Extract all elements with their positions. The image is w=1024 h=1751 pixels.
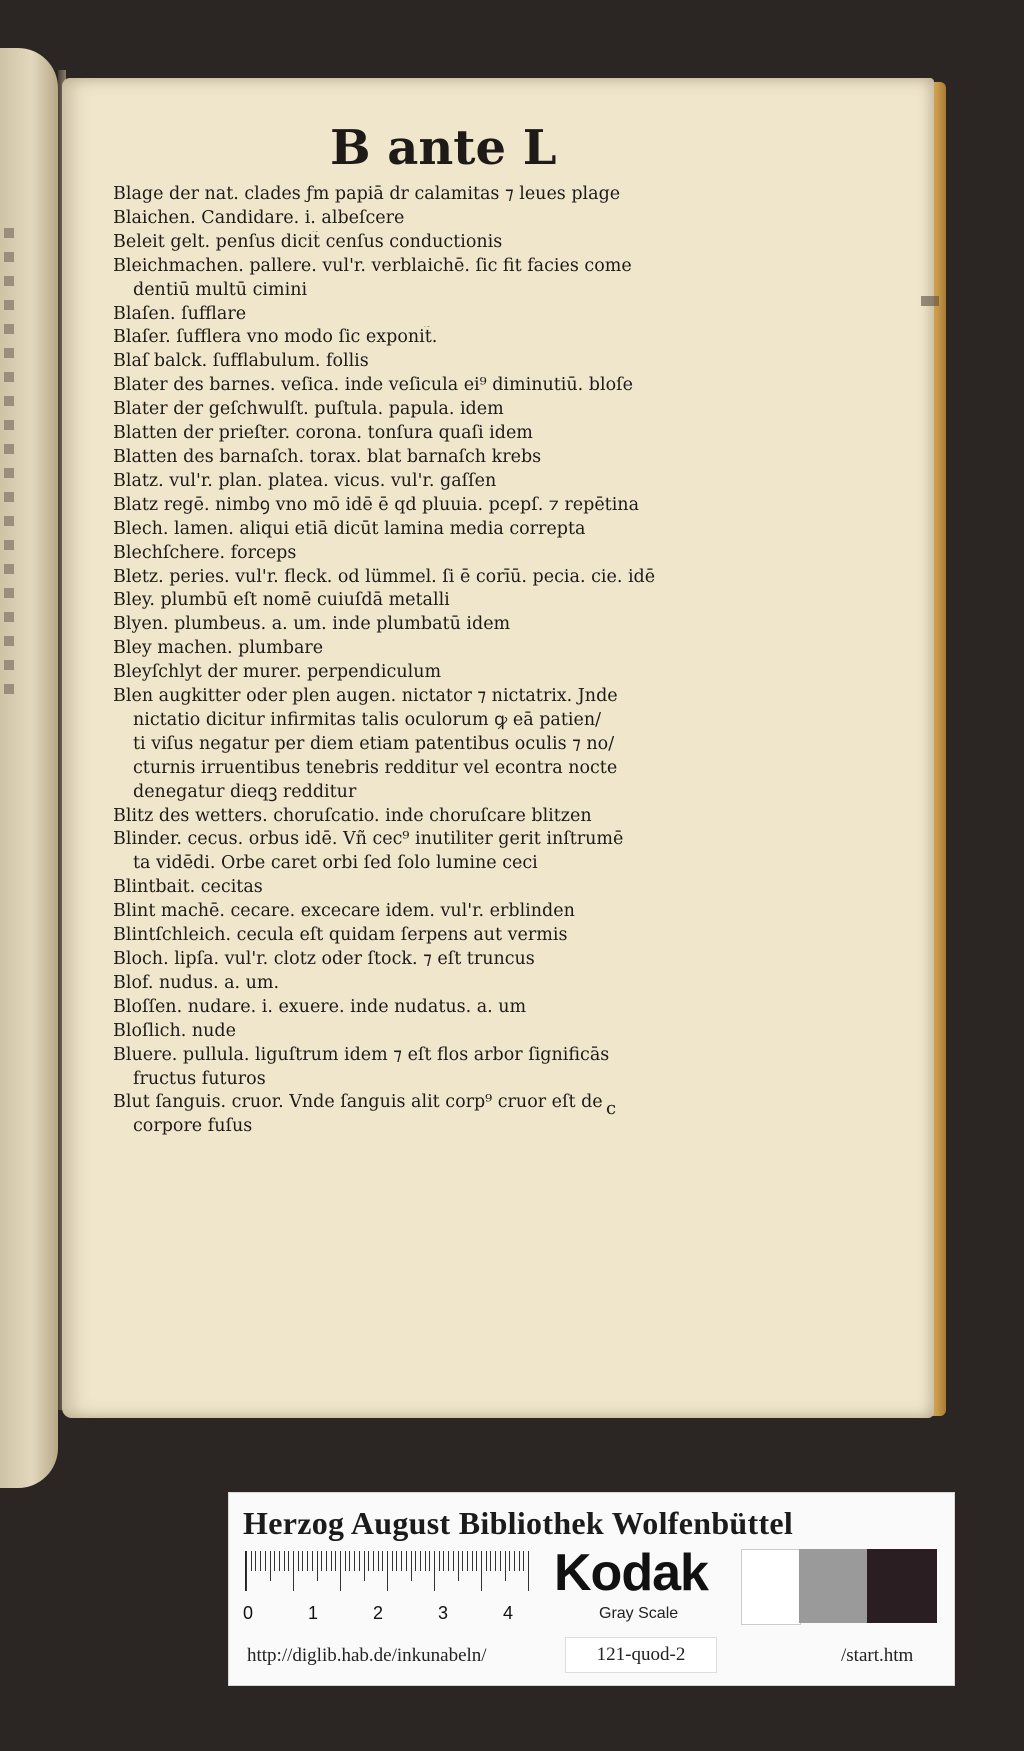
ruler-tick (302, 1551, 303, 1571)
dictionary-entry (113, 924, 673, 948)
dictionary-entry (113, 589, 673, 613)
ruler-tick (500, 1551, 501, 1571)
entry-continuation-line: ta vidēdi. Orbe caret orbi ſed ſolo lumine ceci (133, 853, 538, 874)
entry-line: Bleyſchlyt der murer. perpendiculum (113, 662, 442, 683)
margin-mark (921, 296, 939, 306)
entry-continuation-line: dentiū multū cimini (133, 279, 308, 300)
ruler-tick (486, 1551, 487, 1571)
dictionary-entry (113, 996, 673, 1020)
ruler-tick (312, 1551, 313, 1571)
entry-continuation-line: cturnis irruentibus tenebris redditur vel econtra nocte (133, 757, 618, 778)
dictionary-entry (113, 1091, 673, 1139)
ruler-tick (462, 1551, 463, 1571)
dictionary-entry (113, 207, 673, 231)
ruler-tick (467, 1551, 468, 1571)
ruler-tick (326, 1551, 327, 1571)
entry-line: Beleit gelt. penſus dicit̃ cenſus conductionis (113, 231, 503, 252)
ruler-scale (245, 1551, 546, 1591)
ruler-tick (270, 1551, 271, 1581)
dictionary-entry (113, 422, 673, 446)
entry-line: Blatz. vul'r. plan. platea. vicus. vul'r. gaſſen (113, 470, 497, 491)
entry-line: Blint machē. cecare. excecare idem. vul'r. erblinden (113, 901, 575, 922)
gray-scale-label: Gray Scale (599, 1605, 679, 1622)
ruler-tick (490, 1551, 491, 1571)
dictionary-entry (113, 1020, 673, 1044)
ruler-tick (472, 1551, 473, 1571)
entry-line: Bluere. pullula. liguſtrum idem ⁊ eſt flos arbor ſignificās (113, 1044, 610, 1065)
entry-line: Bloſlich. nude (113, 1020, 236, 1041)
entry-line: Bloſſen. nudare. i. exuere. inde nudatus. a. um (113, 996, 527, 1017)
ruler-tick (514, 1551, 515, 1571)
ruler-tick (378, 1551, 379, 1571)
ruler-tick (251, 1551, 252, 1571)
ruler-tick (495, 1551, 496, 1571)
ruler-tick (349, 1551, 350, 1571)
entry-line: Blaſer. ſufflera vno modo ſic exponit̃. (113, 327, 438, 348)
ruler-tick (364, 1551, 365, 1581)
entry-line: Bleichmachen. pallere. vul'r. verblaichē. ſic fit facies come (113, 255, 632, 276)
entry-line: Bletz. peries. vul'r. fleck. od lümmel. ſi ē corīū. pecia. cie. idē (113, 566, 656, 587)
entry-continuation-line: corpore fuſus (133, 1116, 253, 1137)
gray-swatch (741, 1549, 801, 1625)
ruler-tick (293, 1551, 294, 1591)
ruler-tick (298, 1551, 299, 1571)
dictionary-entries (113, 183, 673, 1139)
dictionary-entry (113, 303, 673, 327)
gray-swatch (799, 1549, 867, 1623)
ruler-tick (373, 1551, 374, 1571)
ruler-tick (265, 1551, 266, 1571)
ruler-tick (279, 1551, 280, 1571)
ruler-tick (307, 1551, 308, 1571)
ruler-number: 2 (373, 1603, 384, 1623)
entry-continuation-line: nictatio dicitur infirmitas talis oculorum ꝙ eā patien/ (133, 709, 601, 730)
running-head (330, 120, 557, 176)
entry-line: Blage der nat. clades ƒm papiā dr calamitas ⁊ leues plage (113, 184, 621, 204)
entry-continuation-line: denegatur dieqꝫ redditur (133, 781, 357, 802)
dictionary-entry (113, 494, 673, 518)
dictionary-entry (113, 350, 673, 374)
ruler-tick (331, 1551, 332, 1571)
ruler-numbers (243, 1603, 543, 1623)
ruler-tick (443, 1551, 444, 1571)
entry-line: Blaſ balck. ſufflabulum. follis (113, 351, 369, 372)
dictionary-entry (113, 805, 673, 829)
entry-line: Blinder. cecus. orbus idē. Vñ cec⁹ inutiliter gerit inſtrumē (113, 829, 624, 850)
ruler-tick (401, 1551, 402, 1571)
dictionary-entry (113, 326, 673, 350)
ruler-tick (335, 1551, 336, 1571)
previous-page-text-marks (4, 228, 18, 708)
ruler-tick (396, 1551, 397, 1571)
entry-line: Blater des barnes. veſica. inde veſicula ei⁹ diminutiū. bloſe (113, 375, 633, 396)
ruler-tick (458, 1551, 459, 1581)
library-title: Herzog August Bibliothek Wolfenbüttel (243, 1505, 794, 1541)
dictionary-entry (113, 900, 673, 924)
ruler-tick (340, 1551, 341, 1591)
previous-page-edge (0, 48, 58, 1488)
entry-line: Bley. plumbū eſt nomē cuiuſdā metalli (113, 590, 450, 611)
ruler-number: 0 (243, 1603, 254, 1623)
ruler-tick (429, 1551, 430, 1571)
entry-line: Blof. nudus. a. um. (113, 972, 280, 993)
ruler-tick (368, 1551, 369, 1571)
entry-line: Blatz regē. nimbꝯ vno mō idē ē qd pluuia. pcepſ. ⁊ repētina (113, 494, 640, 515)
ruler-tick (523, 1551, 524, 1571)
dictionary-entry (113, 398, 673, 422)
ruler-tick (406, 1551, 407, 1571)
ruler-tick (317, 1551, 318, 1581)
ruler-tick (284, 1551, 285, 1571)
ruler-tick (453, 1551, 454, 1571)
ruler-tick (505, 1551, 506, 1581)
dictionary-entry (113, 542, 673, 566)
ruler-tick (509, 1551, 510, 1571)
entry-line: Blatten des barnaſch. torax. blat barnaſch krebs (113, 446, 542, 467)
dictionary-entry (113, 183, 673, 207)
entry-line: Blintſchleich. cecula eſt quidam ſerpens aut vermis (113, 925, 568, 946)
kodak-logo: Kodak (554, 1544, 708, 1602)
ruler-tick (345, 1551, 346, 1571)
ruler-tick (415, 1551, 416, 1571)
ruler-tick (519, 1551, 520, 1571)
entry-line: Blaichen. Candidare. i. albeſcere (113, 207, 405, 228)
ruler-tick (246, 1551, 247, 1591)
entry-continuation-line: ti viſus negatur per diem etiam patentibus oculis ⁊ no/ (133, 733, 615, 754)
entry-line: Blitz des wetters. choruſcatio. inde choruſcare blitzen (113, 805, 592, 826)
ruler-tick (439, 1551, 440, 1571)
ruler-tick (392, 1551, 393, 1571)
running-head-text: B ante L (330, 120, 557, 176)
dictionary-entry (113, 972, 673, 996)
entry-line: Blater der geſchwulſt. puſtula. papula. idem (113, 399, 504, 420)
item-code: 121-quod-2 (565, 1637, 717, 1673)
entry-line: Blintbait. cecitas (113, 877, 263, 898)
ruler-tick (481, 1551, 482, 1591)
ruler-tick (255, 1551, 256, 1571)
ruler-tick (411, 1551, 412, 1581)
entry-line: Blatten der prieſter. corona. tonſura quaſi idem (113, 423, 533, 444)
signature-mark: c (606, 1098, 617, 1119)
dictionary-entry (113, 637, 673, 661)
ruler-tick (476, 1551, 477, 1571)
entry-continuation-line: fructus futuros (133, 1068, 266, 1089)
ruler-tick (420, 1551, 421, 1571)
dictionary-entry (113, 661, 673, 685)
url-suffix: /start.htm (841, 1645, 914, 1666)
entry-line: Blyen. plumbeus. a. um. inde plumbatū idem (113, 614, 511, 635)
dictionary-entry (113, 876, 673, 900)
ruler-tick (274, 1551, 275, 1571)
ruler-tick (260, 1551, 261, 1571)
entry-line: Blaſen. ſufflare (113, 303, 247, 324)
ruler-tick (434, 1551, 435, 1591)
entry-line: Blechſchere. forceps (113, 542, 297, 563)
ruler-number: 1 (308, 1603, 319, 1623)
dictionary-entry (113, 231, 673, 255)
dictionary-entry (113, 948, 673, 972)
ruler-tick (425, 1551, 426, 1571)
entry-line: Bley machen. plumbare (113, 638, 324, 659)
entry-line: Blut ſanguis. cruor. Vnde ſanguis alit corp⁹ cruor eſt de (113, 1092, 603, 1113)
ruler-number: 4 (503, 1603, 514, 1623)
dictionary-entry (113, 685, 673, 805)
ruler-number: 3 (438, 1603, 449, 1623)
dictionary-entry (113, 613, 673, 637)
ruler-tick (448, 1551, 449, 1571)
dictionary-entry (113, 446, 673, 470)
ruler-tick (354, 1551, 355, 1571)
ruler-tick (528, 1551, 529, 1591)
entry-line: Blech. lamen. aliqui etiā dicūt lamina media correpta (113, 518, 586, 539)
dictionary-entry (113, 470, 673, 494)
dictionary-entry (113, 374, 673, 398)
dictionary-entry (113, 1044, 673, 1092)
library-url: http://diglib.hab.de/inkunabeln/ (247, 1645, 487, 1666)
ruler-tick (387, 1551, 388, 1591)
entry-line: Blen augkitter oder plen augen. nictator ⁊ nictatrix. Jnde (113, 686, 618, 707)
entry-line: Bloch. lipſa. vul'r. clotz oder ſtock. ⁊ eſt truncus (113, 949, 535, 969)
dictionary-entry (113, 828, 673, 876)
ruler-tick (382, 1551, 383, 1571)
ruler-tick (288, 1551, 289, 1571)
scan-target-card (228, 1492, 955, 1686)
gray-swatch (867, 1549, 937, 1623)
dictionary-entry (113, 566, 673, 590)
dictionary-entry (113, 255, 673, 303)
ruler-tick (321, 1551, 322, 1571)
dictionary-entry (113, 518, 673, 542)
ruler-tick (359, 1551, 360, 1571)
